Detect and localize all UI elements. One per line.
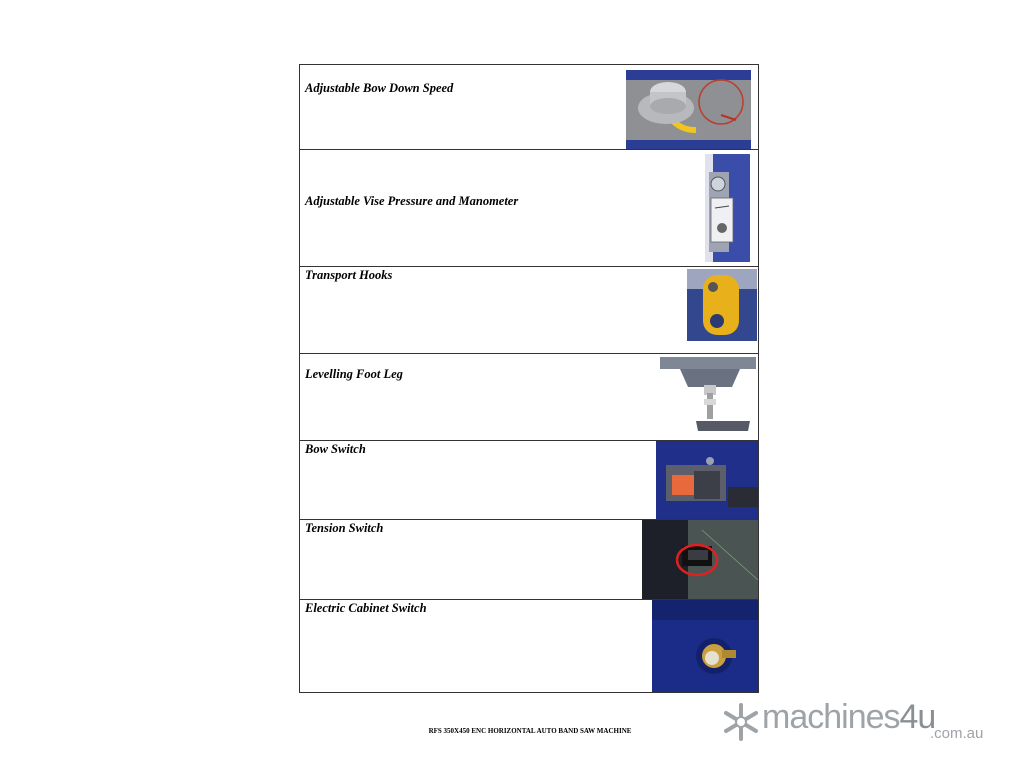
document-footer: RFS 350X450 ENC HORIZONTAL AUTO BAND SAW MACHINE — [428, 727, 632, 735]
feature-label: Adjustable Vise Pressure and Manometer — [305, 194, 519, 208]
feature-label: Adjustable Bow Down Speed — [305, 81, 454, 95]
logo-accent-text: 4u — [899, 698, 936, 736]
feature-row-tension-switch — [300, 520, 758, 600]
feature-label: Tension Switch — [305, 521, 384, 535]
bow-switch-photo — [656, 441, 758, 519]
snowflake-icon — [722, 702, 760, 742]
feature-row-transport-hooks — [300, 267, 758, 354]
feature-label: Transport Hooks — [305, 268, 393, 282]
logo-wordmark — [762, 698, 935, 737]
logo-domain: .com.au — [930, 725, 984, 742]
vise-pressure-photo — [705, 154, 750, 262]
transport-hooks-photo — [687, 269, 757, 341]
feature-label: Bow Switch — [305, 442, 366, 456]
machines4u-logo — [722, 700, 992, 744]
bow-down-speed-photo — [626, 70, 751, 149]
levelling-foot-photo — [660, 357, 756, 435]
feature-label: Electric Cabinet Switch — [305, 601, 427, 615]
feature-row-electric-cabinet-switch — [300, 600, 758, 693]
feature-row-levelling-foot — [300, 354, 758, 441]
electric-cabinet-switch-photo — [652, 600, 758, 692]
feature-label: Levelling Foot Leg — [305, 367, 403, 381]
feature-row-bow-down-speed — [300, 65, 758, 150]
features-table — [299, 64, 759, 693]
feature-row-bow-switch — [300, 441, 758, 520]
logo-main-text: machines — [762, 698, 900, 736]
feature-row-vise-pressure — [300, 150, 758, 267]
tension-switch-photo — [642, 520, 758, 599]
